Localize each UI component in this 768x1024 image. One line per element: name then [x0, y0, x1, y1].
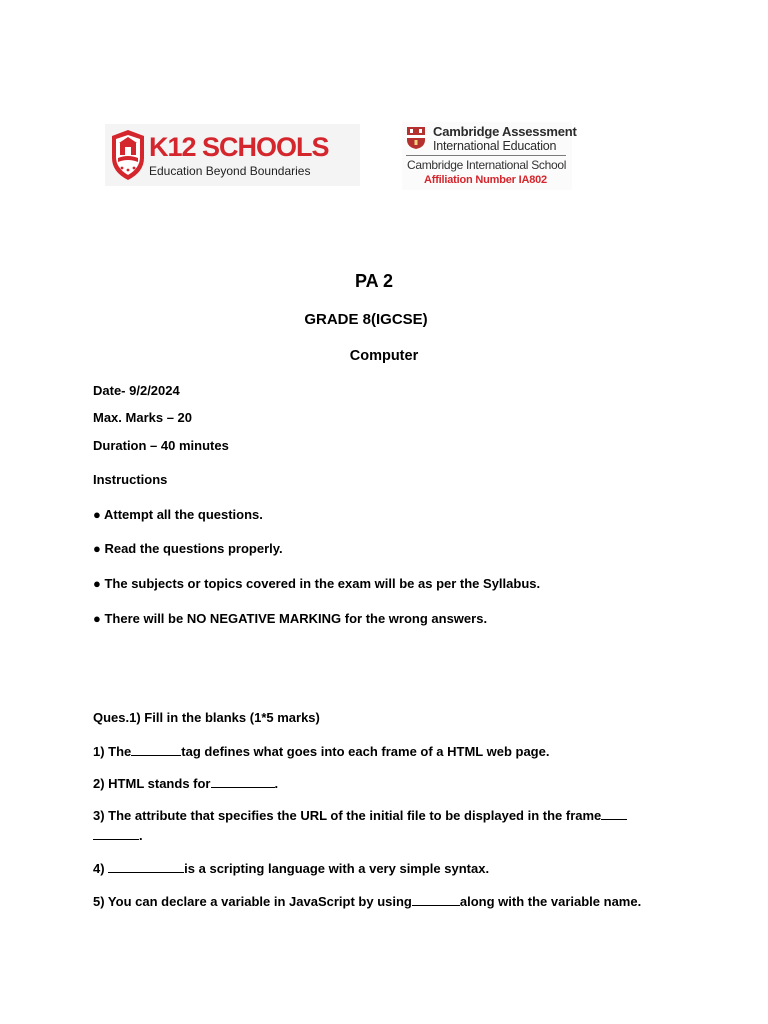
k12-shield-icon [109, 128, 147, 182]
answer-blank [108, 860, 184, 873]
instruction-item: ● Attempt all the questions. [93, 507, 263, 522]
subject-heading: Computer [349, 348, 419, 364]
question-item [93, 860, 489, 878]
question-text: is a scripting language with a very simple syntax. [184, 861, 490, 876]
answer-blank [412, 893, 460, 906]
answer-blank [211, 775, 275, 788]
question-text: 5) You can declare a variable in JavaScript by using [93, 894, 412, 909]
exam-title: PA 2 [354, 271, 393, 291]
exam-date: Date- 9/2/2024 [93, 383, 180, 398]
question-text: . [274, 776, 279, 791]
question-text: . [139, 828, 143, 843]
instructions-heading: Instructions [93, 472, 168, 487]
exam-duration: Duration – 40 minutes [93, 438, 229, 453]
question-item [93, 807, 627, 825]
instruction-item: ● The subjects or topics covered in the exam will be as per the Syllabus. [93, 576, 541, 591]
question-item [93, 743, 549, 761]
instruction-item: ● Read the questions properly. [93, 541, 283, 556]
k12-logo-name: K12 SCHOOLS [149, 132, 329, 162]
question-item-continuation [93, 827, 143, 845]
cambridge-crest-icon [406, 126, 426, 150]
cambridge-logo-line3: Cambridge International School [407, 158, 567, 172]
cambridge-logo-line1: Cambridge Assessment [433, 124, 577, 139]
answer-blank [93, 827, 139, 840]
question-text: 3) The attribute that specifies the URL of the initial file to be displayed in the frame [93, 808, 602, 823]
question-text: along with the variable name. [459, 894, 642, 909]
question1-heading: Ques.1) Fill in the blanks (1*5 marks) [93, 710, 320, 725]
grade-heading: GRADE 8(IGCSE) [304, 311, 428, 328]
answer-blank [131, 743, 181, 756]
cambridge-logo-line2: International Education [433, 139, 557, 153]
question-text: 2) HTML stands for [93, 776, 211, 791]
instruction-item: ● There will be NO NEGATIVE MARKING for the wrong answers. [93, 611, 488, 626]
question-item [93, 893, 641, 911]
cambridge-affiliation-number: Affiliation Number IA802 [424, 174, 547, 186]
answer-blank [601, 807, 627, 820]
question-item [93, 775, 278, 793]
max-marks: Max. Marks – 20 [93, 410, 193, 425]
question-text: tag defines what goes into each frame of a HTML web page. [181, 744, 550, 759]
question-text: 4) [93, 861, 109, 876]
cambridge-logo-divider [406, 155, 566, 156]
question-text: 1) The [93, 744, 132, 759]
k12-logo-tagline: Education Beyond Boundaries [149, 164, 311, 178]
k12-schools-logo [105, 124, 360, 186]
cambridge-logo [402, 122, 577, 190]
